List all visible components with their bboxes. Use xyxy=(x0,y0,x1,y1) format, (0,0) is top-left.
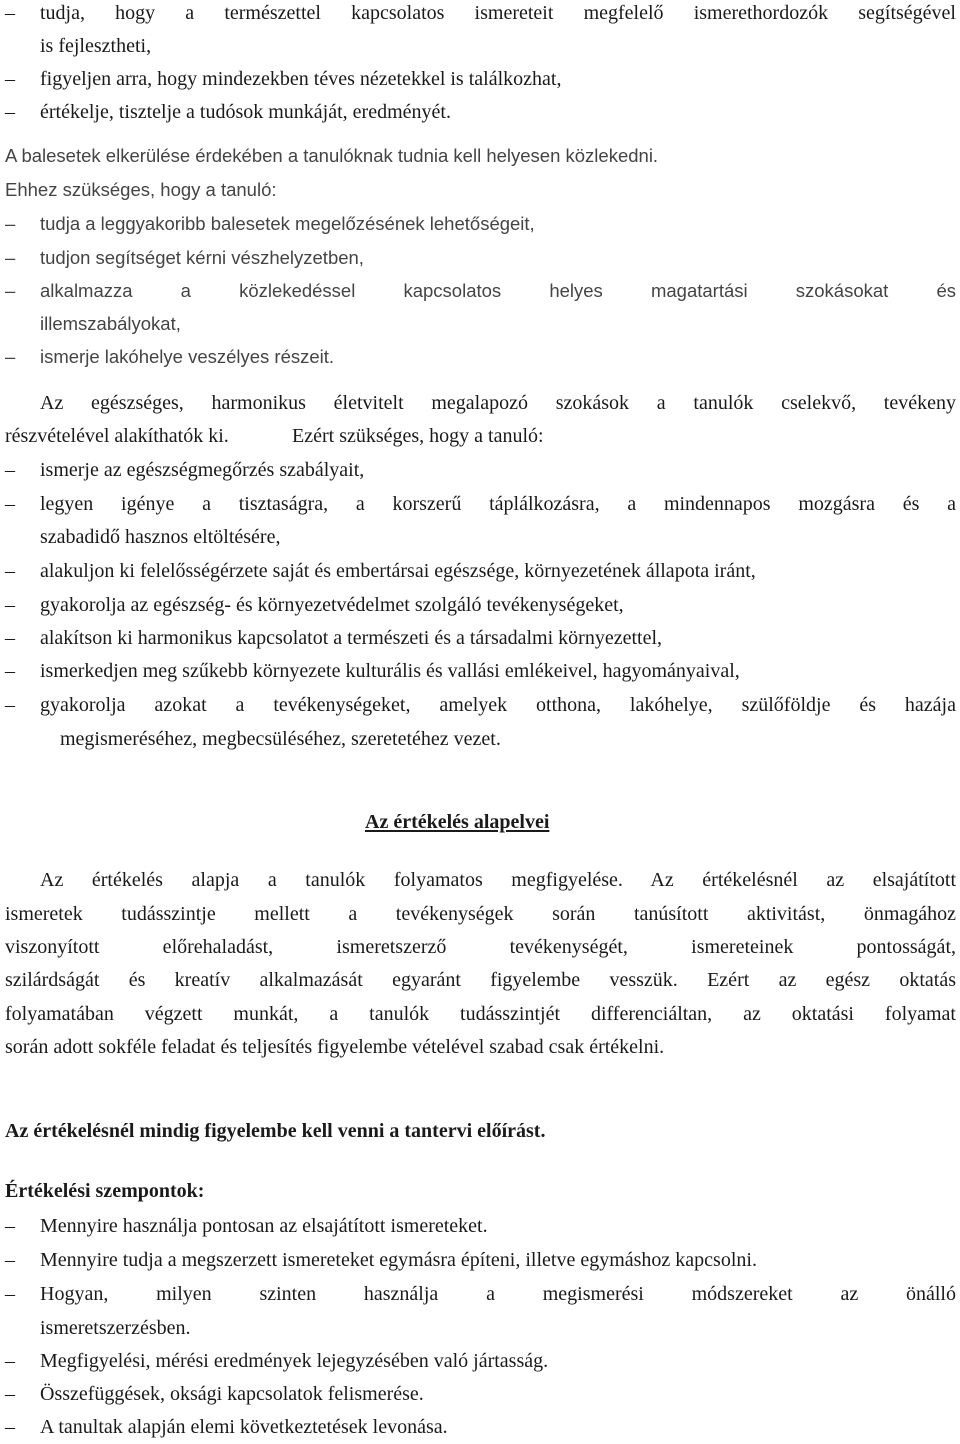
list-item: Mennyire tudja a megszerzett ismereteket egymásra építeni, illetve egymáshoz kapcsolni. xyxy=(40,1249,757,1271)
paragraph-line: részvételével alakíthatók ki. xyxy=(5,425,229,447)
paragraph-line: Ezért szükséges, hogy a tanuló: xyxy=(292,425,544,447)
list-item: Hogyan, milyen szinten használja a megismerési módszereket az önálló xyxy=(40,1283,956,1305)
list-dash: – xyxy=(5,247,16,268)
list-dash: – xyxy=(5,594,15,616)
paragraph-line: során adott sokféle feladat és teljesítés figyelembe vételével szabad csak értékelni. xyxy=(5,1036,665,1058)
list-item: tudja, hogy a természettel kapcsolatos ismereteit megfelelő ismerethordozók segítségével xyxy=(40,2,956,24)
list-dash: – xyxy=(5,493,15,515)
list-dash: – xyxy=(5,1215,15,1237)
list-item: tudja a leggyakoribb balesetek megelőzésének lehetőségeit, xyxy=(40,213,535,234)
section-heading: Az értékelés alapelvei xyxy=(365,811,550,833)
list-item: Összefüggések, oksági kapcsolatok felismerése. xyxy=(40,1383,424,1405)
list-item: gyakorolja az egészség- és környezetvédelmet szolgáló tevékenységeket, xyxy=(40,594,624,616)
list-item: A tanultak alapján elemi következtetések levonása. xyxy=(40,1416,448,1438)
list-item-continuation: szabadidő hasznos eltöltésére, xyxy=(40,526,281,548)
list-dash: – xyxy=(5,213,16,234)
list-dash: – xyxy=(5,627,15,649)
list-dash: – xyxy=(5,346,16,367)
list-dash: – xyxy=(5,660,15,682)
list-item: alakuljon ki felelősségérzete saját és embertársai egészsége, környezetének állapota iránt, xyxy=(40,560,756,582)
list-item: gyakorolja azokat a tevékenységeket, amelyek otthona, lakóhelye, szülőföldje és hazája xyxy=(40,694,956,716)
paragraph-line: Az értékelés alapja a tanulók folyamatos megfigyelése. Az értékelésnél az elsajátított xyxy=(40,869,956,891)
list-item-continuation: illemszabályokat, xyxy=(40,313,181,334)
list-dash: – xyxy=(5,101,15,123)
list-dash: – xyxy=(5,1383,15,1405)
criteria-heading: Értékelési szempontok: xyxy=(5,1180,205,1202)
list-item: legyen igénye a tisztaságra, a korszerű táplálkozásra, a mindennapos mozgásra és a xyxy=(40,493,956,515)
list-dash: – xyxy=(5,459,15,481)
list-dash: – xyxy=(5,2,15,24)
list-item: alkalmazza a közlekedéssel kapcsolatos helyes magatartási szokásokat és xyxy=(40,280,956,301)
paragraph-lead: Ehhez szükséges, hogy a tanuló: xyxy=(5,179,277,200)
list-item: figyeljen arra, hogy mindezekben téves nézetekkel is találkozhat, xyxy=(40,68,562,90)
list-dash: – xyxy=(5,280,16,301)
list-dash: – xyxy=(5,1283,15,1305)
paragraph-intro: A balesetek elkerülése érdekében a tanulóknak tudnia kell helyesen közlekedni. xyxy=(5,145,659,166)
list-dash: – xyxy=(5,1249,15,1271)
important-note: Az értékelésnél mindig figyelembe kell venni a tantervi előírást. xyxy=(5,1120,546,1142)
list-dash: – xyxy=(5,560,15,582)
paragraph-line: viszonyított előrehaladást, ismeretszerző tevékenységét, ismereteinek pontosságát, xyxy=(5,936,956,958)
paragraph-line: ismeretek tudásszintje mellett a tevékenységek során tanúsított aktivitást, önmagához xyxy=(5,903,956,925)
list-item: értékelje, tisztelje a tudósok munkáját, eredményét. xyxy=(40,101,451,123)
list-item: tudjon segítséget kérni vészhelyzetben, xyxy=(40,247,364,268)
list-dash: – xyxy=(5,694,15,716)
list-item-continuation: ismeretszerzésben. xyxy=(40,1317,191,1339)
list-item: ismerkedjen meg szűkebb környezete kulturális és vallási emlékeivel, hagyományaival, xyxy=(40,660,740,682)
list-item: ismerje az egészségmegőrzés szabályait, xyxy=(40,459,365,481)
list-dash: – xyxy=(5,68,15,90)
list-item-continuation: megismeréséhez, megbecsüléséhez, szeretetéhez vezet. xyxy=(60,728,501,750)
list-dash: – xyxy=(5,1350,15,1372)
list-dash: – xyxy=(5,1416,15,1438)
list-item: alakítson ki harmonikus kapcsolatot a természeti és a társadalmi környezettel, xyxy=(40,627,663,649)
list-item: ismerje lakóhelye veszélyes részeit. xyxy=(40,346,335,367)
paragraph-line: folyamatában végzett munkát, a tanulók tudásszintjét differenciáltan, az oktatási folyamat xyxy=(5,1003,956,1025)
paragraph-line: Az egészséges, harmonikus életvitelt megalapozó szokások a tanulók cselekvő, tevékeny xyxy=(40,392,956,414)
paragraph-line: szilárdságát és kreatív alkalmazását egyaránt figyelembe vesszük. Ezért az egész oktatás xyxy=(5,969,956,991)
list-item: Megfigyelési, mérési eredmények lejegyzésében való jártasság. xyxy=(40,1350,549,1372)
list-item-continuation: is fejlesztheti, xyxy=(40,35,152,57)
list-item: Mennyire használja pontosan az elsajátított ismereteket. xyxy=(40,1215,488,1237)
